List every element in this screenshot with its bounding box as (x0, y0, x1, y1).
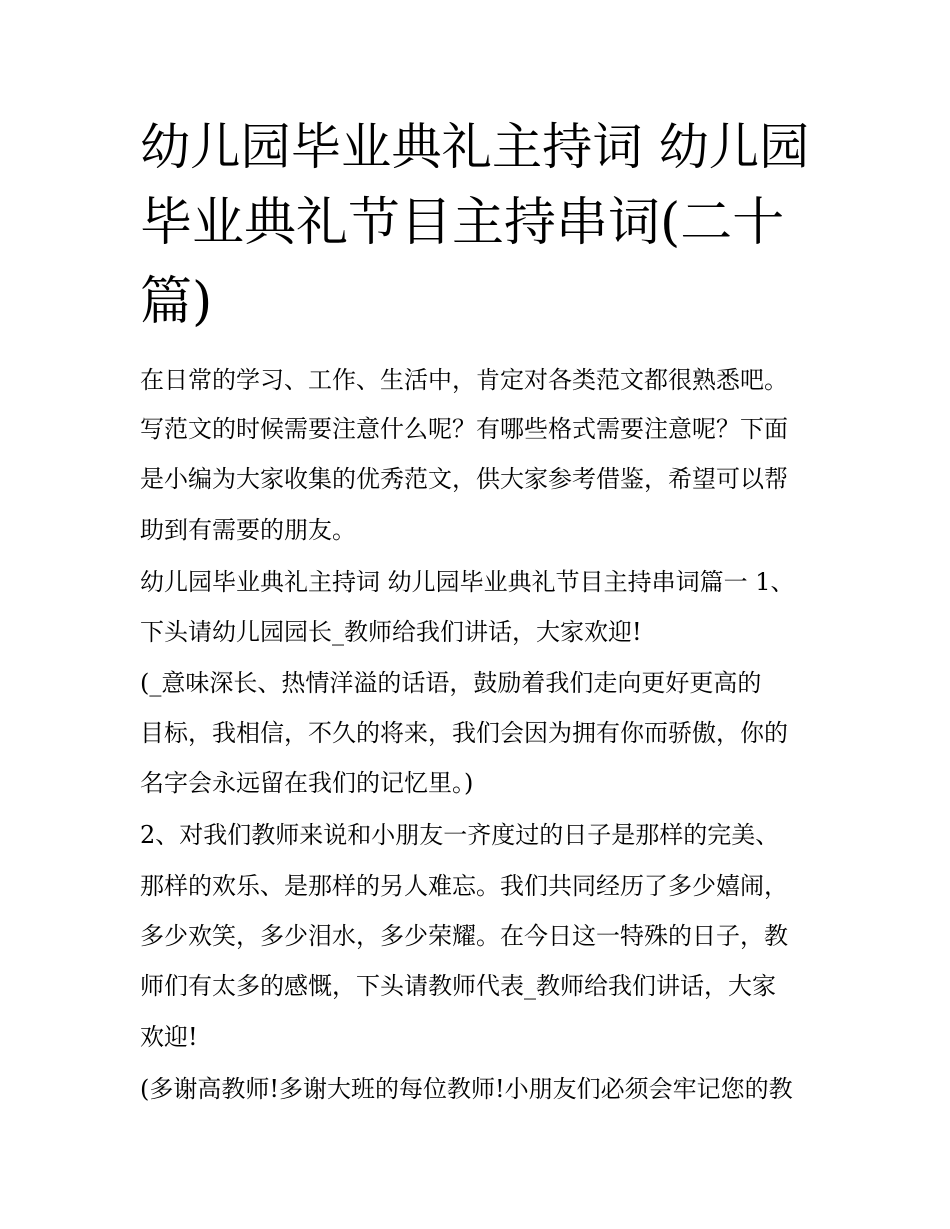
body-line-14: 欢迎! (140, 1023, 198, 1051)
body-line-5: 幼儿园毕业典礼主持词 幼儿园毕业典礼节目主持串词篇一 1、 (140, 568, 795, 596)
body-line-8: 目标，我相信，不久的将来，我们会因为拥有你而骄傲，你的 (140, 719, 788, 747)
body-line-12: 多少欢笑，多少泪水，多少荣耀。在今日这一特殊的日子，教 (140, 922, 788, 950)
body-line-10: 2、对我们教师来说和小朋友一齐度过的日子是那样的完美、 (140, 821, 780, 849)
body-line-13: 师们有太多的感慨，下头请教师代表_教师给我们讲话，大家 (140, 972, 776, 1000)
body-line-15: (多谢高教师!多谢大班的每位教师!小朋友们必须会牢记您的教 (140, 1075, 793, 1103)
body-line-3: 是小编为大家收集的优秀范文，供大家参考借鉴，希望可以帮 (140, 465, 788, 493)
title-line-1: 幼儿园毕业典礼主持词 幼儿园 (140, 117, 810, 176)
body-line-9: 名字会永远留在我们的记忆里。) (140, 769, 474, 797)
title-line-2: 毕业典礼节目主持串词(二十 (140, 193, 785, 253)
body-line-1: 在日常的学习、工作、生活中，肯定对各类范文都很熟悉吧。 (140, 366, 788, 394)
body-line-7: (_意味深长、热情洋溢的话语，鼓励着我们走向更好更高的 (140, 669, 762, 697)
body-line-4: 助到有需要的朋友。 (140, 516, 356, 544)
body-line-2: 写范文的时候需要注意什么呢？有哪些格式需要注意呢？下面 (140, 415, 788, 443)
body-line-11: 那样的欢乐、是那样的另人难忘。我们共同经历了多少嬉闹， (140, 872, 788, 900)
title-line-3: 篇) (140, 272, 213, 332)
body-line-6: 下头请幼儿园园长_教师给我们讲话，大家欢迎! (140, 618, 642, 646)
